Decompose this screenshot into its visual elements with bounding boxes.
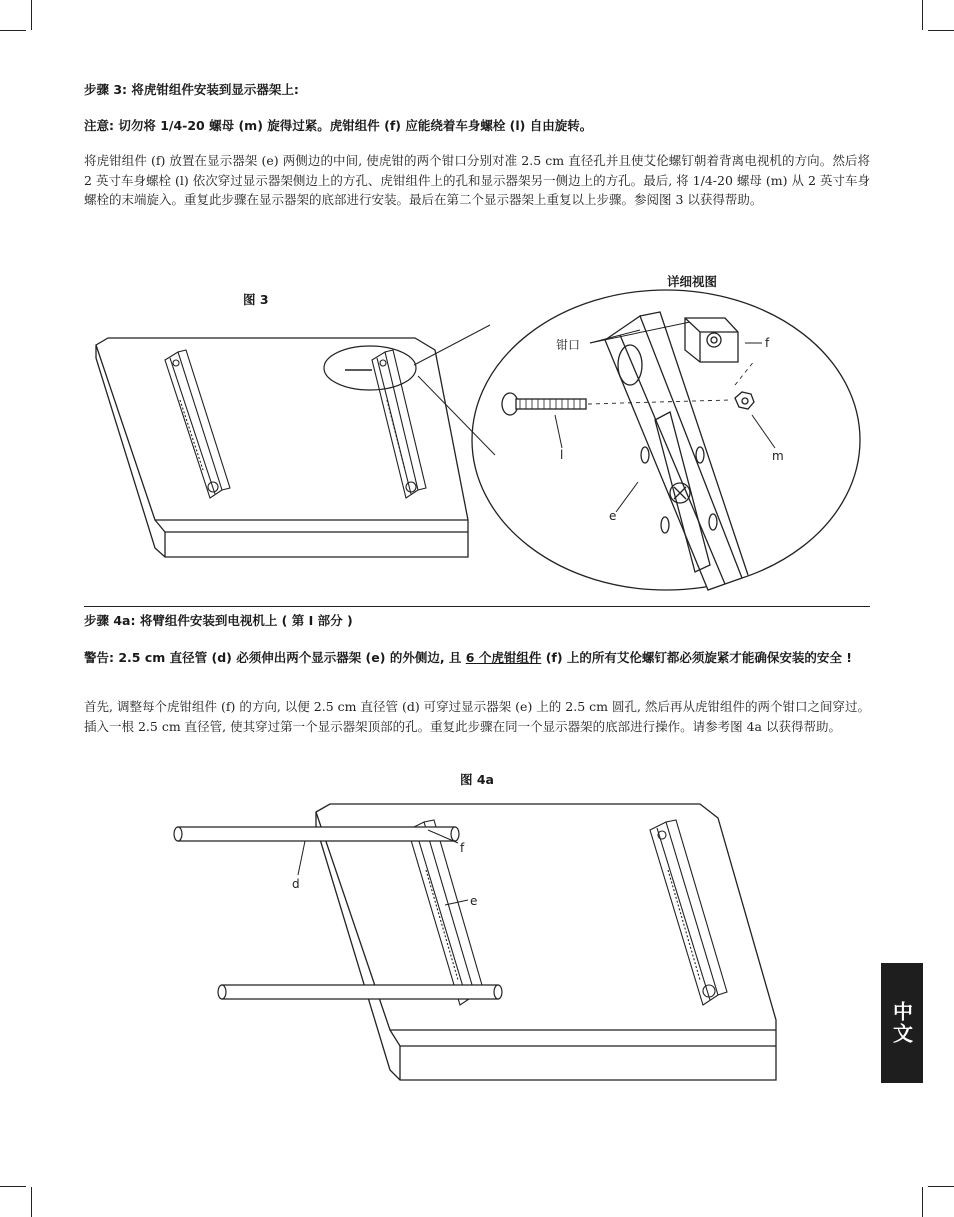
step3-heading: 步骤 3: 将虎钳组件安装到显示器架上:	[84, 82, 299, 97]
warning-underlined: 6 个虎钳组件	[465, 650, 542, 665]
label-l-fig3: l	[560, 448, 564, 462]
step3-body: 将虎钳组件 (f) 放置在显示器架 (e) 两侧边的中间, 使虎钳的两个钳口分别对准 2.5 cm 直径孔并且使艾伦螺钉朝着背离电视机的方向。然后将 2 英寸车身螺栓 (l) 依次穿过显示器架侧边上的方孔、虎钳组件上的孔和显示器架另一侧边上的方孔。最后, 将 1/4-20 螺母 (m) 从 2 英寸车身螺栓的末端旋入。重复此步骤在显示器架的底部进行安装。最后在第二个显示器架上重复以上步骤。参阅图 3 以获得帮助。	[84, 153, 870, 207]
label-jaw: 钳口	[556, 338, 581, 352]
step3-note: 注意: 切勿将 1/4-20 螺母 (m) 旋得过紧。虎钳组件 (f) 应能绕着车身螺栓 (l) 自由旋转。	[84, 118, 593, 133]
label-m-fig3: m	[772, 449, 784, 463]
language-tab	[881, 963, 923, 1083]
warning-post: (f) 上的所有艾伦螺钉都必须旋紧才能确保安装的安全 !	[541, 650, 852, 665]
step4a-heading: 步骤 4a: 将臂组件安装到电视机上 ( 第 I 部分 )	[84, 613, 353, 628]
monitor-panel-fig4a	[316, 804, 776, 1080]
tube-bottom	[218, 985, 502, 999]
figure3-detail-title: 详细视图	[667, 274, 718, 289]
label-f-fig3: f	[765, 336, 770, 350]
label-e-fig3: e	[609, 509, 617, 523]
label-d-fig4a: d	[292, 877, 300, 891]
figure4a-caption: 图 4a	[460, 772, 494, 787]
language-tab-label: 中文	[889, 1001, 914, 1045]
warning-pre: 警告: 2.5 cm 直径管 (d) 必须伸出两个显示器架 (e) 的外侧边, 且	[84, 650, 466, 665]
label-f-fig4a: f	[460, 841, 465, 855]
label-e-fig4a: e	[470, 894, 478, 908]
tube-top	[174, 827, 459, 841]
figure3-caption: 图 3	[243, 292, 269, 307]
step4a-body: 首先, 调整每个虎钳组件 (f) 的方向, 以便 2.5 cm 直径管 (d) 可穿过显示器架 (e) 上的 2.5 cm 圆孔, 然后再从虎钳组件的两个钳口之间穿过。插入一根 2.5 cm 直径管, 使其穿过第一个显示器架顶部的孔。重复此步骤在同一个显示器架的底部进行操作。请参考图 4a 以获得帮助。	[84, 699, 870, 734]
